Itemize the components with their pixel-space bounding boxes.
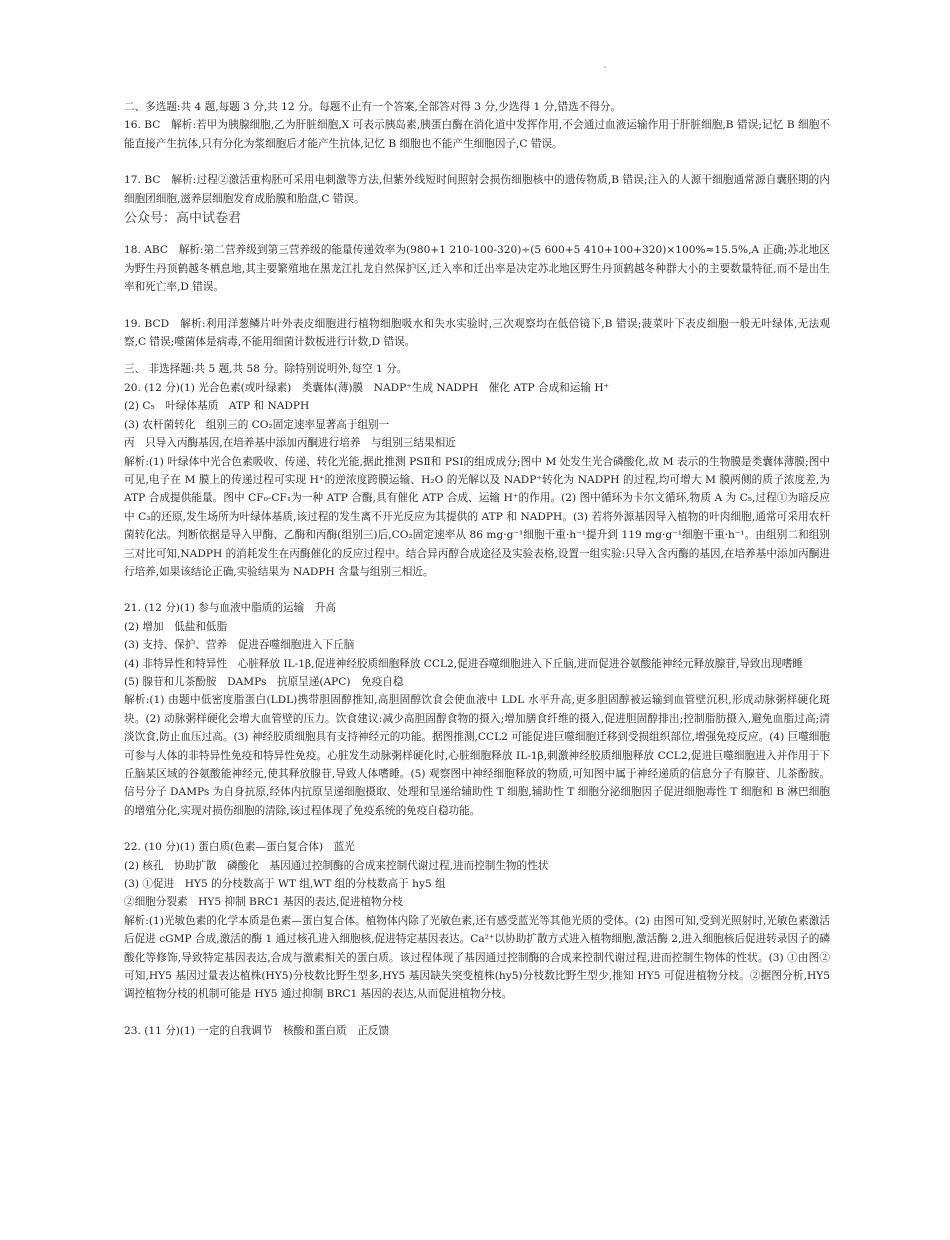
answer-21-line: (2) 增加 低盐和低脂 <box>124 620 228 633</box>
answer-16: 16. BC 解析:若甲为胰腺细胞,乙为肝脏细胞,X 可表示胰岛素,胰蛋白酶在消化道中发挥作用,不会通过血液运输作用于肝脏细胞,B 错误;记忆 B 细胞不能直接产生抗体,只有分化为浆细胞后才能产生抗体,记忆 B 细胞也不能产生细胞因子,C 错误。 <box>124 119 830 150</box>
section-3-header: 三、 非选择题:共 5 题,共 58 分。除特别说明外,每空 1 分。 <box>124 363 408 376</box>
answer-21-explanation: 解析:(1) 由题中低密度脂蛋白(LDL)携带胆固醇推知,高胆固醇饮食会使血液中 LDL 水平升高,更多胆固醇被运输到血管壁沉积,形成动脉粥样硬化斑块。(2) 动脉粥样硬化会增大血管壁的压力。饮食建议:减少高胆固醇食物的摄入;增加膳食纤维的摄入,促进胆固醇排出;控制脂肪摄入,避免血脂过高;清淡饮食,防止血压过高。(3) 神经胶质细胞具有支持神经元的功能。据图推测,CCL2 可能促进巨噬细胞迁移到受损组织部位,增强免疫反应。(4) 巨噬细胞可参与人体的非特异性免疫和特异性免疫。心脏发生动脉粥样硬化时,心脏细胞释放 IL-1β,刺激神经胶质细胞释放 CCL2,促进巨噬细胞进入并作用于下丘脑某区域的谷氨酸能神经元,使其释放腺苷,导致人体嗜睡。(5) 观察图中神经细胞释放的物质,可知图中属于神经递质的信息分子有腺苷、儿茶酚胺。信号分子 DAMPs 为自身抗原,经体内抗原呈递细胞摄取、处理和呈递给辅助性 T 细胞,辅助性 T 细胞分泌细胞因子促进细胞毒性 T 细胞和 B 淋巴细胞的增殖分化,实现对损伤细胞的清除,该过程体现了免疫系统的免疫自稳功能。 <box>124 694 830 817</box>
answer-21-line: (4) 非特异性和特异性 心脏释放 IL-1β,促进神经胶质细胞释放 CCL2,促进吞噬细胞进入下丘脑,进而促进谷氨酸能神经元释放腺苷,导致出现嗜睡 <box>124 657 803 670</box>
answer-21-line: (5) 腺苷和儿茶酚胺 DAMPs 抗原呈递(APC) 免疫自稳 <box>124 675 404 688</box>
scan-speck <box>604 66 606 68</box>
watermark-text: 公众号：高中试卷君 <box>124 211 242 227</box>
answer-17: 17. BC 解析:过程②激活重构胚可采用电刺激等方法,但紫外线短时间照射会损伤细胞核中的遗传物质,B 错误;注入的人源干细胞通常源自囊胚期的内细胞团细胞,滋养层细胞发育成胎膜和胎盘,C 错误。 <box>124 174 830 205</box>
answer-22-line: (2) 核孔 协助扩散 磷酸化 基因通过控制酶的合成来控制代谢过程,进而控制生物的性状 <box>124 859 549 872</box>
answer-21-line: 21. (12 分)(1) 参与血液中脂质的运输 升高 <box>124 602 337 615</box>
answer-18: 18. ABC 解析:第二营养级到第三营养级的能量传递效率为(980+1 210-100-320)÷(5 600+5 410+100+320)×100%≈15.5%,A 正确;苏北地区为野生丹顶鹤越冬栖息地,其主要繁殖地在黑龙江扎龙自然保护区,迁入率和迁出率是决定苏北地区野生丹顶鹤越冬种群大小的主要数量特征,而不是出生率和死亡率,D 错误。 <box>124 244 830 294</box>
answer-22-line: (3) ①促进 HY5 的分枝数高于 WT 组,WT 组的分枝数高于 hy5 组 <box>124 878 446 891</box>
answer-content <box>124 98 830 1040</box>
answer-22-explanation: 解析:(1)光敏色素的化学本质是色素—蛋白复合体。植物体内除了光敏色素,还有感受蓝光等其他光质的受体。(2) 由图可知,受到光照射时,光敏色素激活后促进 cGMP 合成,激活的酶 1 通过核孔进入细胞核,促进特定基因表达。Ca²⁺以协助扩散方式进入植物细胞,激活酶 2,进入细胞核后促进转录因子的磷酸化等修饰,导致特定基因表达,合成与激素相关的蛋白质。该过程体现了基因通过控制酶的合成来控制代谢过程,进而控制生物体的性状。(3) ①由图②可知,HY5 基因过量表达植株(HY5)分枝数比野生型多,HY5 基因缺失突变植株(hy5)分枝数比野生型少,推知 HY5 可促进植物分枝。②据图分析,HY5 调控植物分枝的机制可能是 HY5 通过抑制 BRC1 基因的表达,从而促进植物分枝。 <box>124 914 830 1001</box>
answer-22-line: ②细胞分裂素 HY5 抑制 BRC1 基因的表达,促进植物分枝 <box>124 896 403 909</box>
answer-20-line: (2) C₅ 叶绿体基质 ATP 和 NADPH <box>124 400 310 413</box>
answer-19: 19. BCD 解析:利用洋葱鳞片叶外表皮细胞进行植物细胞吸水和失水实验时,三次观察均在低倍镜下,B 错误;菠菜叶下表皮细胞一般无叶绿体,无法观察,C 错误;噬菌体是病毒,不能用细菌计数板进行计数,D 错误。 <box>124 317 830 349</box>
answer-20-line: (3) 农杆菌转化 组别三的 CO₂固定速率显著高于组别一 <box>124 418 390 431</box>
answer-21-line: (3) 支持、保护、营养 促进吞噬细胞进入下丘脑 <box>124 639 355 652</box>
answer-20-explanation: 解析:(1) 叶绿体中光合色素吸收、传递、转化光能,据此推测 PSⅡ和 PSⅠ的组成成分;图中 M 处发生光合磷酸化,故 M 表示的生物膜是类囊体薄膜;图中可见,电子在 M 膜上的传递过程可实现 H⁺的逆浓度跨膜运输、H₂O 的光解以及 NADP⁺转化为 NADPH 的过程,均可增大 M 膜两侧的质子浓度差,为 ATP 合成提供能量。图中 CF₀-CF₁为一种 ATP 合酶,具有催化 ATP 合成、运输 H⁺的作用。(2) 图中循环为卡尔文循环,物质 A 为 C₅,过程①为暗反应中 C₃的还原,发生场所为叶绿体基质,该过程的发生离不开光反应为其提供的 ATP 和 NADPH。(3) 若将外源基因导入植物的叶肉细胞,通常可采用农杆菌转化法。判断依据是导入甲酶、乙酶和丙酶(组别三)后,CO₂固定速率从 86 mg·g⁻¹细胞干重·h⁻¹提升到 119 mg·g⁻¹细胞干重·h⁻¹。由组别二和组别三对比可知,NADPH 的消耗发生在丙酶催化的反应过程中。结合异丙醇合成途径及实验表格,设置一组实验:只导入含丙酶的基因,在培养基中添加丙酮进行培养,如果该结论正确,实验结果为 NADPH 含量与组别三相近。 <box>124 455 830 578</box>
answer-22-line: 22. (10 分)(1) 蛋白质(色素—蛋白复合体) 蓝光 <box>124 841 355 854</box>
answer-20-line: 丙 只导入丙酶基因,在培养基中添加丙酮进行培养 与组别三结果相近 <box>124 437 456 450</box>
section-2-header: 二、多选题:共 4 题,每题 3 分,共 12 分。每题不止有一个答案,全部答对得 3 分,少选得 1 分,错选不得分。 <box>124 101 622 113</box>
answer-23-line: 23. (11 分)(1) 一定的自我调节 核酸和蛋白质 正反馈 <box>124 1024 389 1037</box>
answer-20-line: 20. (12 分)(1) 光合色素(或叶绿素) 类囊体(薄)膜 NADP⁺生成 NADPH 催化 ATP 合成和运输 H⁺ <box>124 381 610 394</box>
